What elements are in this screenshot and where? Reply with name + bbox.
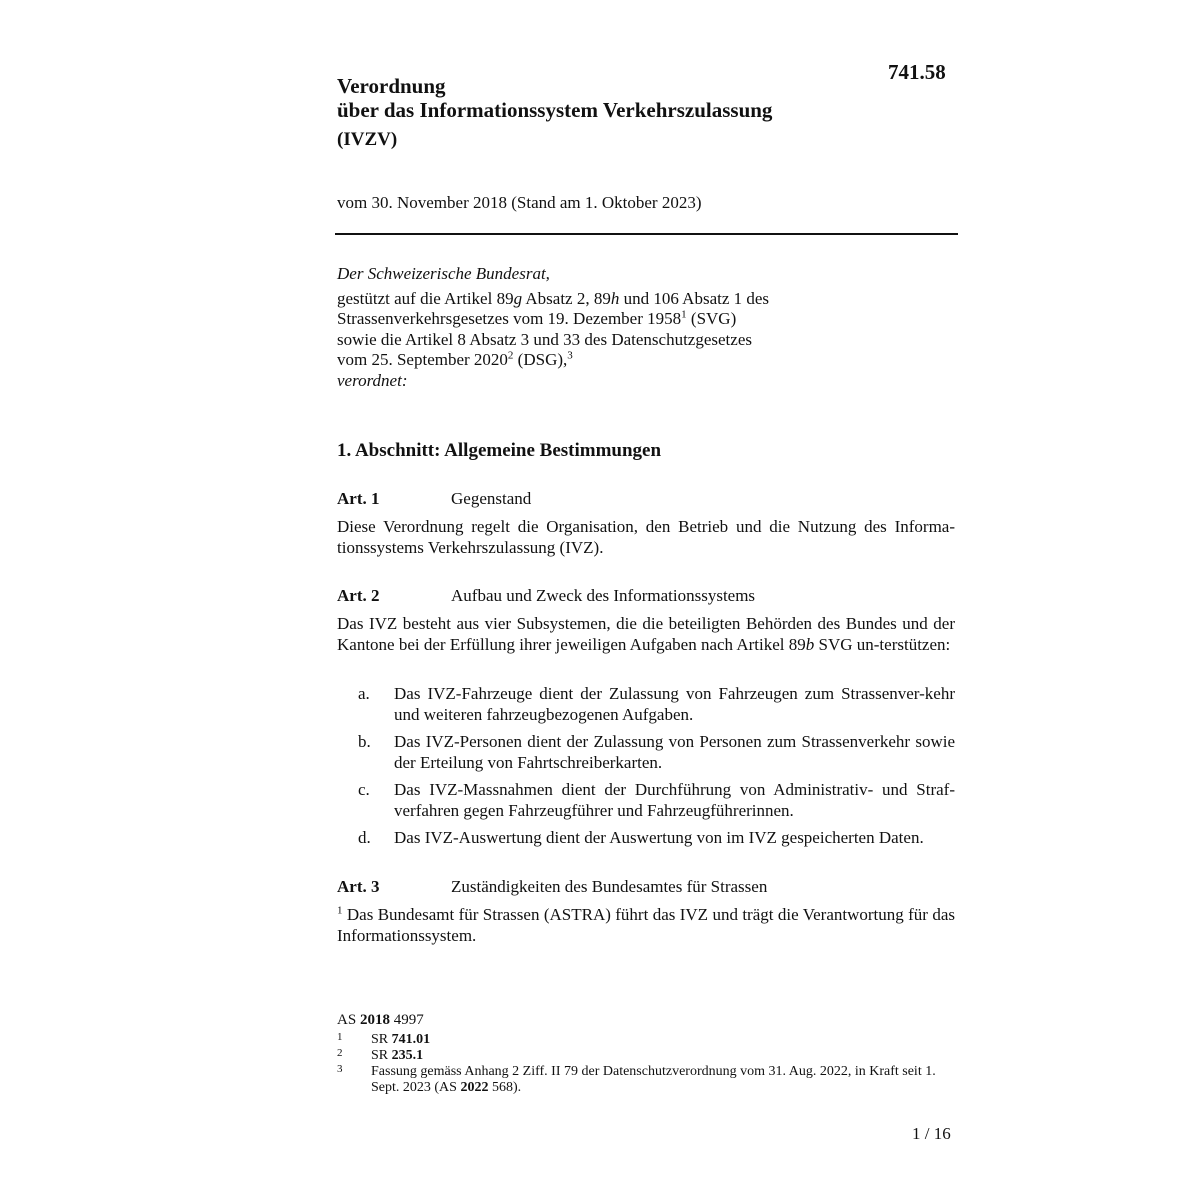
footnote-3: Fassung gemäss Anhang 2 Ziff. II 79 der Datenschutzverordnung vom 31. Aug. 2022, in Kraft seit 1. Sept. 2023 (AS 2022 568). [371,1064,936,1095]
preamble-line-4: vom 25. September 2020$^2$ (DSG),$^3$ [337,349,573,369]
document-date: vom 30. November 2018 (Stand am 1. Oktober 2023) [337,193,702,212]
document-title [337,74,772,122]
paragraph-number: 1 [337,904,343,917]
art2-intro: Das IVZ besteht aus vier Subsystemen, die die beteiligten Behörden des Bundes und der Kantone bei der Erfüllung ihrer jeweiligen Aufgaben nach Artikel 89b SVG un-terstützen: [337,614,955,654]
art1-text: Diese Verordnung regelt die Organisation, den Betrieb und die Nutzung des Informa-tionssystems Verkehrszulassung (IVZ). [337,517,955,557]
art1-number: Art. 1 [337,489,380,508]
list-item: Das IVZ-Massnahmen dient der Durchführung von Administrativ- und Straf-verfahren gegen Fahrzeugführer und Fahrzeugführerinnen. [394,780,955,820]
preamble-decrees: verordnet: [337,370,408,390]
footnote-number: 3 [337,1063,343,1075]
header-divider [335,233,958,235]
document-abbreviation: (IVZV) [337,129,398,150]
art2-number: Art. 2 [337,586,380,605]
preamble-authority: Der Schweizerische Bundesrat, [337,264,550,283]
title-line-2: über das Informationssystem Verkehrszulassung [337,98,773,122]
sr-number: 741.58 [888,60,946,84]
preamble-line-1: gestützt auf die Artikel 89g Absatz 2, 89h und 106 Absatz 1 des [337,288,770,308]
list-item-letter: d. [358,828,371,847]
list-item: Das IVZ-Personen dient der Zulassung von Personen zum Strassenverkehr sowie der Erteilung von Fahrtschreiberkarten. [394,732,955,772]
list-item-letter: c. [358,780,370,799]
footnote-ref-3[interactable]: 3 [567,349,573,362]
section-heading: 1. Abschnitt: Allgemeine Bestimmungen [337,440,662,461]
footnote-ref-1[interactable]: 1 [681,308,687,321]
as-reference: AS 2018 4997 [337,1012,424,1028]
footnote-number: 2 [337,1047,343,1059]
art1-title: Gegenstand [451,489,532,508]
footnote-number: 1 [337,1031,343,1043]
art2-title: Aufbau und Zweck des Informationssystems [451,586,756,605]
list-item: Das IVZ-Fahrzeuge dient der Zulassung von Fahrzeugen zum Strassenver-kehr und weiteren fahrzeugbezogenen Aufgaben. [394,684,955,724]
footnote-2: SR 235.1 [371,1048,424,1063]
preamble [337,264,955,391]
list-item: Das IVZ-Auswertung dient der Auswertung von im IVZ gespeicherten Daten. [394,828,924,847]
page-number: 1 / 16 [912,1124,951,1143]
footnote-1: SR 741.01 [371,1032,431,1047]
art3-number: Art. 3 [337,877,380,896]
list-item-letter: b. [358,732,371,751]
title-line-1: Verordnung [337,74,446,98]
preamble-line-3: sowie die Artikel 8 Absatz 3 und 33 des Datenschutzgesetzes [337,329,752,349]
list-item-letter: a. [358,684,370,703]
art3-title: Zuständigkeiten des Bundesamtes für Strassen [451,877,768,896]
art3-paragraph-1: $^1$ Das Bundesamt für Strassen (ASTRA) führt das IVZ und trägt die Verantwortung für das Informationssystem. [337,904,955,945]
preamble-line-2: Strassenverkehrsgesetzes vom 19. Dezember 1958$^1$ (SVG) [337,308,737,328]
footnote-ref-2[interactable]: 2 [507,349,514,362]
